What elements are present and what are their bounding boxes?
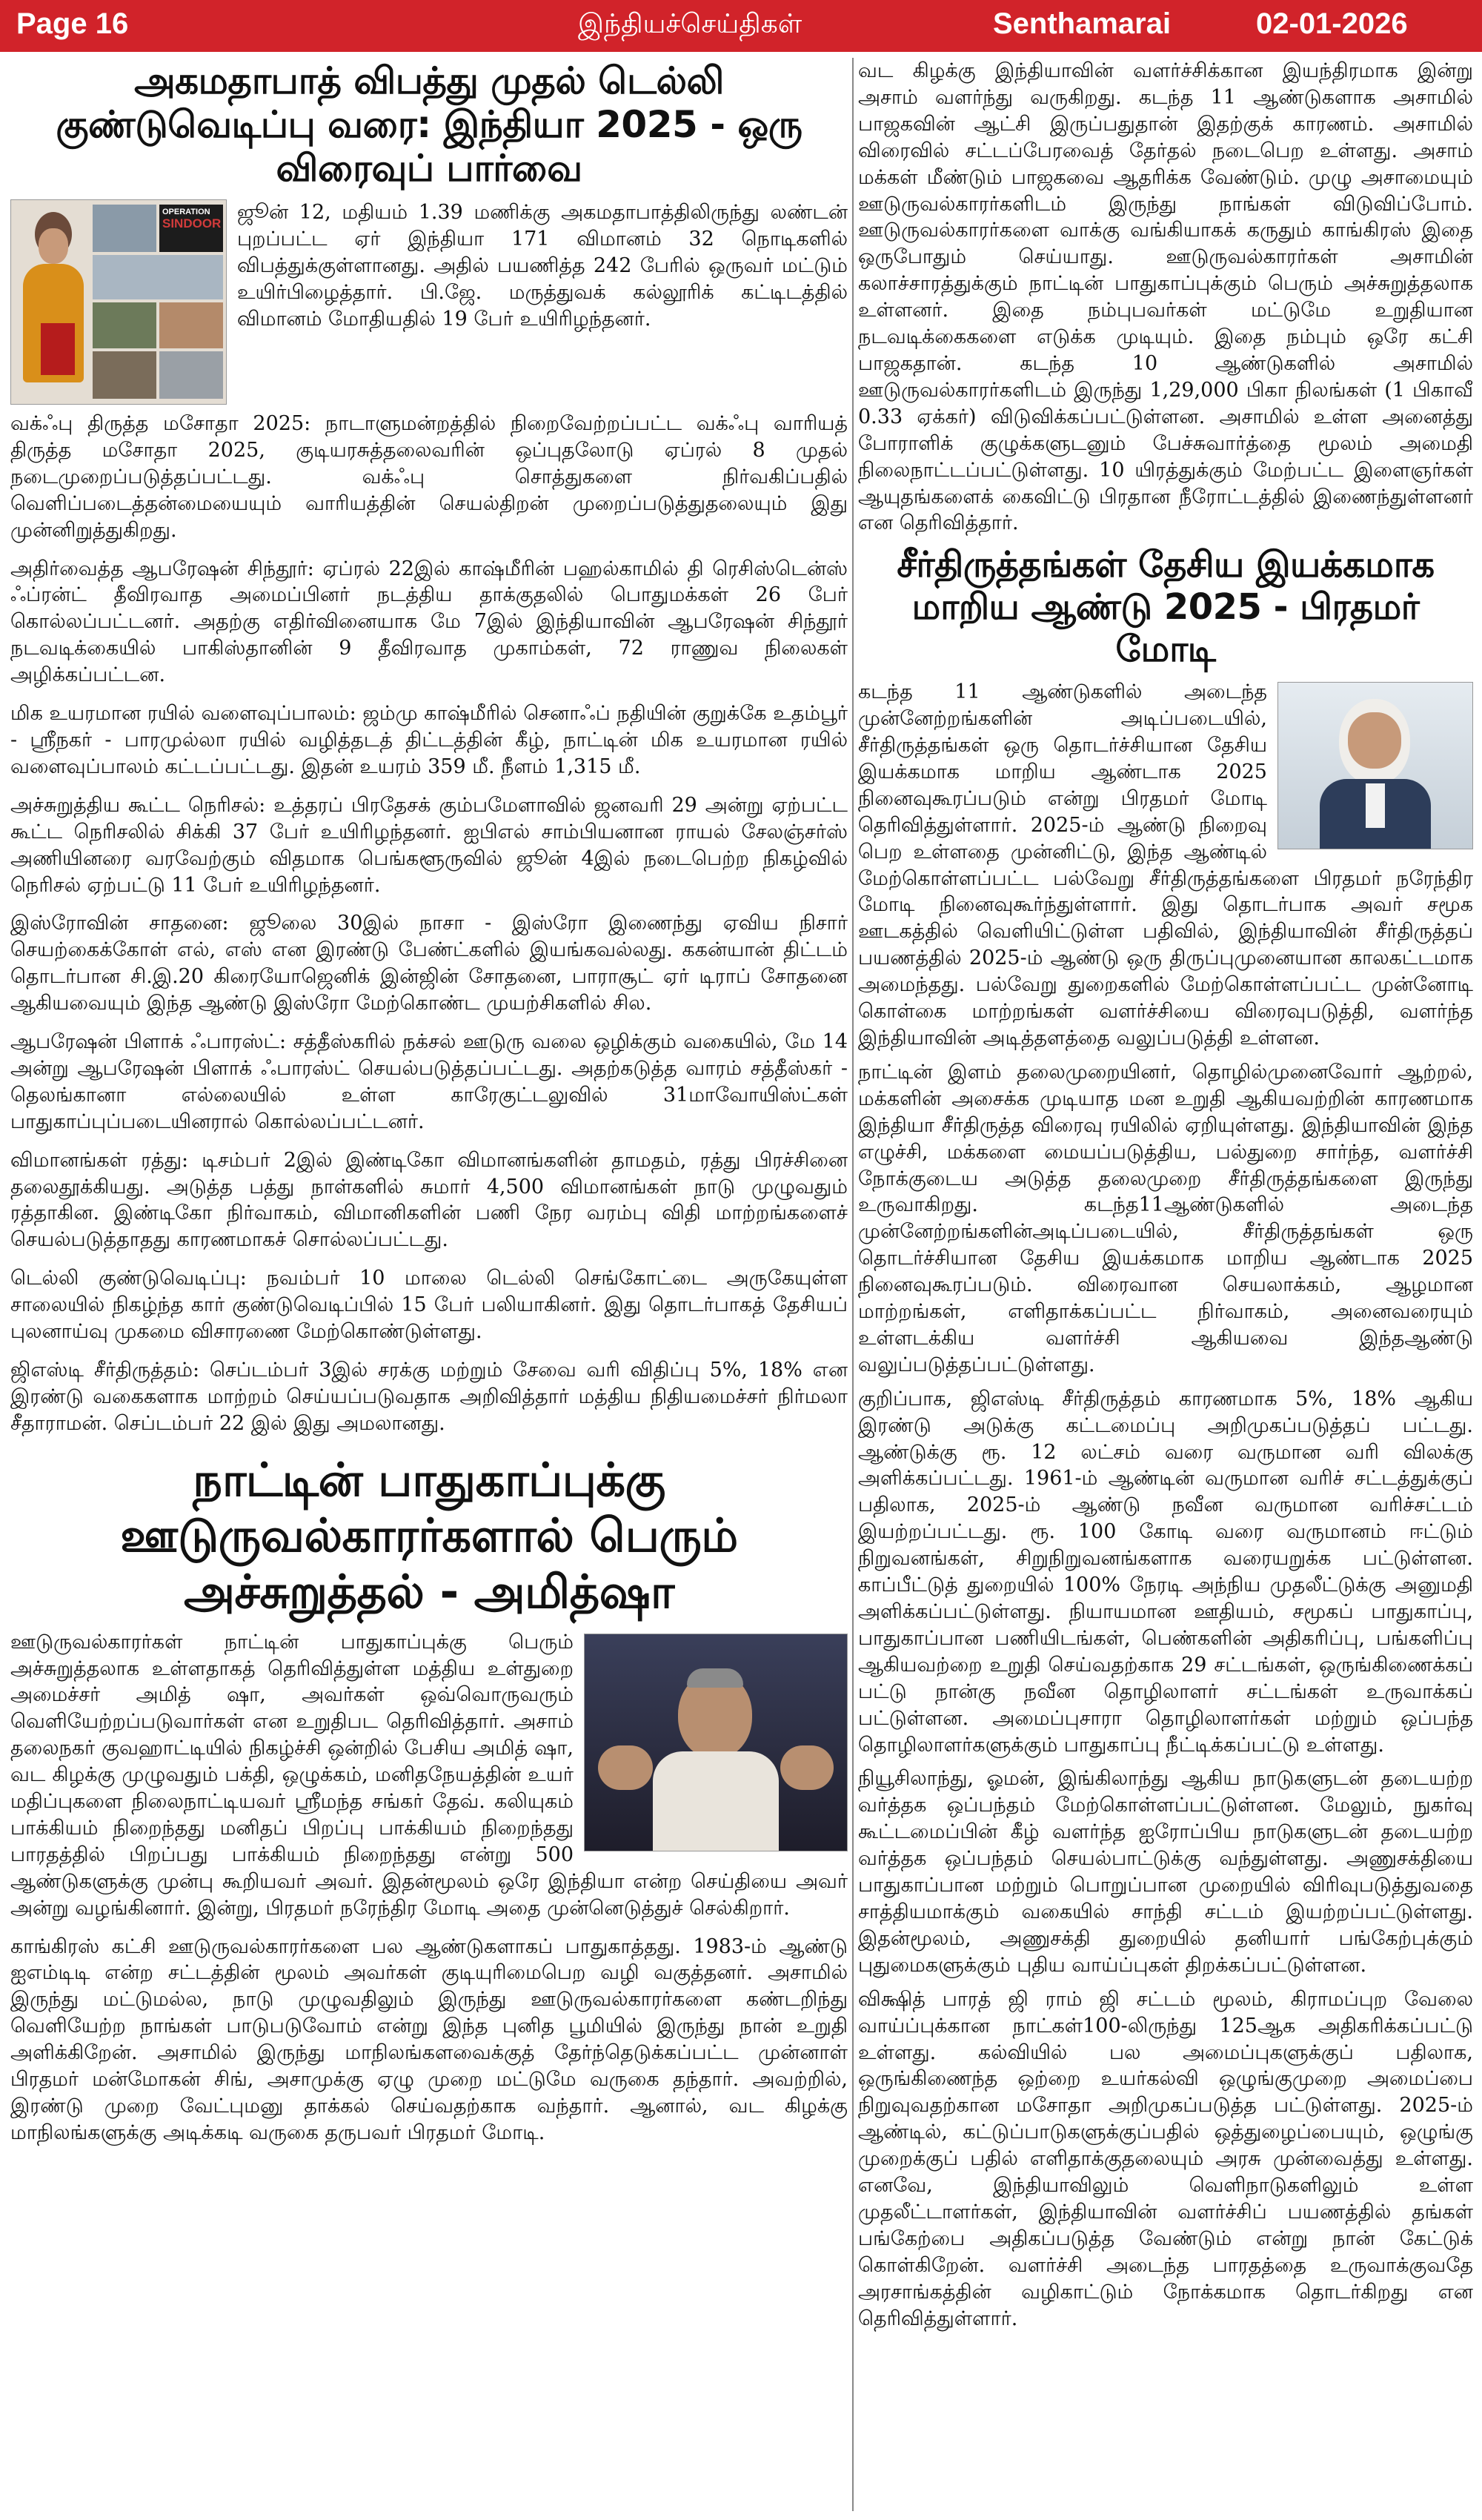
article2-paragraph: காங்கிரஸ் கட்சி ஊடுருவல்காரர்களை பல ஆண்டுகளாகப் பாதுகாத்தது. 1983-ம் ஆண்டு ஐஎம்டிடி என்ற சட்டத்தின் மூலம் அவர்கள் குடியுரிமைபெற வழி வகுத்தனர். அசாமில் இருந்து மட்டுமல்ல, நாடு முழுவதிலும் இருந்து ஊடுருவல்காரர்களை கண்டறிந்து வெளியேற்ற நாங்கள் பாடுபடுவோம் என்று இந்த புனித பூமியில் இருந்து நான் உறுதி அளிக்கிறேன். அசாமில் இருந்து மாநிலங்களவைக்குத் தேர்ந்தெடுக்கப்பட்ட முன்னாள் பிரதமர் மன்மோகன் சிங், அசாமுக்கு ஏழு முறை மட்டுமே வருகை தந்தார். அவற்றில், இரண்டு முறை வேட்புமனு தாக்கல் செய்வதற்காக வந்தார். ஆனால், வட கிழக்கு மாநிலங்களுக்கு அடிக்கடி வருகை தருபவர் பிரதமர் மோடி. — [10, 1934, 848, 2144]
page-header — [0, 0, 1482, 52]
article1-paragraph: டெல்லி குண்டுவெடிப்பு: நவம்பர் 10 மாலை டெல்லி செங்கோட்டை அருகேயுள்ள சாலையில் நிகழ்ந்த கார் குண்டுவெடிப்பில் 15 பேர் பலியாகினர். இது தொடர்பாகத் தேசியப் புலனாய்வு முகமை விசாரணை மேற்கொண்டுள்ளது. — [10, 1267, 848, 1344]
article3-paragraph: நாட்டின் இளம் தலைமுறையினர், தொழில்முனைவோர் ஆற்றல், மக்களின் அசைக்க முடியாத மன உறுதி ஆகியவற்றின் காரணமாக இந்தியா சீர்திருத்த விரைவு ரயிலில் ஏறியுள்ளது. இந்தியாவின் இந்த எழுச்சி, மக்களை மையப்படுத்திய, பல்துறை சார்ந்த, வளர்ச்சி நோக்குடைய அடுத்த தலைமுறை சீர்திருத்தங்களை இருந்து உருவாகிறது. கடந்த11ஆண்டுகளில் அடைந்த முன்னேற்றங்களின்அடிப்படையில், சீர்திருத்தங்கள் ஒரு தொடர்ச்சியான தேசிய இயக்கமாக மாறிய ஆண்டாக 2025 நினைவுகூரப்படும். விரைவான செயலாக்கம், ஆழமான மாற்றங்கள், எளிதாக்கப்பட்ட நிர்வாகம், அனைவரையும் உள்ளடக்கிய வளர்ச்சி ஆகியவை இந்தஆண்டு வலுப்படுத்தப்பட்டுள்ளது. — [858, 1060, 1473, 1376]
article3-paragraph: குறிப்பாக, ஜிஎஸ்டி சீர்திருத்தம் காரணமாக 5%, 18% ஆகிய இரண்டு அடுக்கு கட்டமைப்பு அறிமுகப்படுத்தப் பட்டது. ஆண்டுக்கு ரூ. 12 லட்சம் வரை வருமான வரி விலக்கு அளிக்கப்பட்டது. 1961-ம் ஆண்டின் வருமான வரிச் சட்டத்துக்குப் பதிலாக, 2025-ம் ஆண்டு நவீன வருமான வரிச்சட்டம் இயற்றப்பட்டது. ரூ. 100 கோடி வரை வருமானம் ஈட்டும் நிறுவனங்கள், சிறுநிறுவனங்களாக வரையறுக்க பட்டுள்ளன. காப்பீட்டுத் துறையில் 100% நேரடி அந்நிய முதலீட்டுக்கு அனுமதி அளிக்கப்பட்டுள்ளது. நியாயமான ஊதியம், சமூகப் பாதுகாப்பு, பாதுகாப்பான பணியிடங்கள், பெண்களின் அதிகரிப்பு, பங்களிப்பு ஆகியவற்றை உறுதி செய்வதற்காக 29 சட்டங்கள், ஒருங்கிணைக்கப் பட்டு நான்கு நவீன தொழிலாளர் சட்டங்கள் உருவாக்கப் பட்டுள்ளன. அமைப்புசாரா தொழிலாளர்கள் மற்றும் ஒப்பந்த தொழிலாளர்களுக்கும் பாதுகாப்பு நீட்டிக்கப்பட்டு உள்ளது. — [858, 1387, 1473, 1757]
article1-paragraph: அச்சுறுத்திய கூட்ட நெரிசல்: உத்தரப் பிரதேசக் கும்பமேளாவில் ஜனவரி 29 அன்று ஏற்பட்ட கூட்ட நெரிசலில் சிக்கி 37 பேர் உயிரிழந்தனர். ஐபிஎல் சாம்பியனான ராயல் சேலஞ்சர்ஸ் அணியினரை வரவேற்கும் விதமாக பெங்களூருவில் ஜூன் 4இல் நடைபெற்ற நிகழ்வில் நெரிசல் ஏற்பட்டு 11 பேர் உயிரிழந்தனர். — [10, 793, 848, 897]
left-column — [10, 58, 848, 2511]
column-divider — [852, 58, 854, 2511]
operation-badge-top: OPERATION — [162, 208, 210, 216]
page-number: Page 16 — [16, 7, 129, 40]
article1-paragraph: விமானங்கள் ரத்து: டிசம்பர் 2இல் இண்டிகோ விமானங்களின் தாமதம், ரத்து பிரச்சினை தலைதூக்கியது. அடுத்த பத்து நாள்களில் சுமார் 4,500 விமானங்கள் நாடு முழுவதும் ரத்தாகின. இண்டிகோ நிர்வாகம், விமானிகளின் பணி நேர வரம்பு விதி மாற்றங்களைச் செயல்படுத்தாதது காரணமாகச் சொல்லப்பட்டது. — [10, 1148, 848, 1252]
newspaper-brand: Senthamarai — [993, 7, 1172, 40]
article1-paragraph: மிக உயரமான ரயில் வளைவுப்பாலம்: ஜம்மு காஷ்மீரில் செனாஃப் நதியின் குறுக்கே உதம்பூர் - ஸ்ரீநகர் - பாரமுல்லா ரயில் வழித்தடத் திட்டத்தின் கீழ், நாட்டின் மிக உயரமான ரயில் வளைவுப்பாலம் கட்டப்பட்டது. இதன் உயரம் 359 மீ. நீளம் 1,315 மீ. — [10, 702, 848, 778]
amit-shah-photo — [584, 1634, 848, 1851]
right-column — [858, 58, 1473, 2511]
article3-paragraph: நியூசிலாந்து, ஓமன், இங்கிலாந்து ஆகிய நாடுகளுடன் தடையற்ற வர்த்தக ஒப்பந்தம் மேற்கொள்ளப்பட்டுள்ளன. மேலும், நுகர்வு கூட்டமைப்பின் கீழ் வளர்ந்த ஐரோப்பிய நாடுகளுடன் தடையற்ற வர்த்தக ஒப்பந்தம் செயல்பாட்டுக்கு வந்துள்ளது. அணுசக்தியை பாதுகாப்பான மற்றும் பொறுப்பான முறையில் விரிவுபடுத்துவதை சாத்தியமாக்கும் வகையில் சாந்தி சட்டம் இயற்றப்பட்டுள்ளது. இதன்மூலம், அணுசக்தி துறையில் தனியார் பங்கேற்புக்கும் புதுமைகளுக்கும் புதிய வாய்ப்புகள் திறக்கப்பட்டுள்ளன. — [858, 1767, 1473, 1977]
article1-paragraph: இஸ்ரோவின் சாதனை: ஜூலை 30இல் நாசா - இஸ்ரோ இணைந்து ஏவிய நிசார் செயற்கைக்கோள் எல், எஸ் என இரண்டு பேண்ட்களில் இயங்கவல்லது. ககன்யான் திட்டம் தொடர்பான சி.இ.20 கிரையோஜெனிக் இன்ஜின் சோதனை, பாராசூட் ஏர் டிராப் சோதனை ஆகியவையும் இந்த ஆண்டு இஸ்ரோ மேற்கொண்ட முயற்சிகளில் சில. — [10, 912, 848, 1015]
article3-paragraph: கடந்த 11 ஆண்டுகளில் அடைந்த முன்னேற்றங்களின் அடிப்படையில், சீர்திருத்தங்கள் ஒரு தொடர்ச்சியான தேசிய இயக்கமாக மாறிய ஆண்டாக 2025 நினைவுகூரப்படும் என்று பிரதமர் மோடி தெரிவித்துள்ளார். 2025-ம் ஆண்டு நிறைவு பெற உள்ளதை முன்னிட்டு, இந்த ஆண்டில் மேற்கொள்ளப்பட்ட பல்வேறு சீர்திருத்தங்களை பிரதமர் நரேந்திர மோடி நினைவுகூர்ந்துள்ளார். இது தொடர்பாக அவர் சமூக ஊடகத்தில் வெளியிட்டுள்ள பதிவில், இந்தியாவின் சீர்திருத்தப் பயணத்தில் 2025-ம் ஆண்டு ஒரு திருப்புமுனையான காலகட்டமாக அமைந்தது. பல்வேறு துறைகளில் மேற்கொள்ளப்பட்ட முன்னோடி கொள்கை மாற்றங்கள் வளர்ச்சியை விரைவுபடுத்தி, வளர்ந்த இந்தியாவின் அடித்தளத்தை வலுப்படுத்தி உள்ளன. — [858, 680, 1473, 1050]
article2-paragraph: வட கிழக்கு இந்தியாவின் வளர்ச்சிக்கான இயந்திரமாக இன்று அசாம் வளர்ந்து வருகிறது. கடந்த 11 ஆண்டுகளாக அசாமில் பாஜகவின் ஆட்சி இருப்பதுதான் இதற்குக் காரணம். அசாமில் விரைவில் சட்டப்பேரவைத் தேர்தல் நடைபெற உள்ளது. அசாம் மக்கள் மீண்டும் பாஜகவை ஆதரிக்க வேண்டும். முழு அசாமையும் ஊடுருவல்காரர்களிடம் இருந்து நாங்கள் விடுவிப்போம். ஊடுருவல்காரர்களை வாக்கு வங்கியாகக் கருதும் காங்கிரஸ் இதை ஒருபோதும் செய்யாது. ஊடுருவல்காரர்கள் அசாமின் கலாச்சாரத்துக்கும் நாட்டின் பாதுகாப்புக்கும் பெரும் அச்சுறுத்தலாக உள்ளனர். இதை நம்புபவர்கள் மட்டுமே உறுதியான நடவடிக்கைகளை எடுக்க முடியும். இதை நம்பும் ஒரே கட்சி பாஜகதான். கடந்த 10 ஆண்டுகளில் அசாமில் ஊடுருவல்காரர்களிடம் இருந்து 1,29,000 பிகா நிலங்கள் (1 பிகாவீ 0.33 ஏக்கர்) விடுவிக்கப்பட்டுள்ளன. அசாமில் உள்ள அனைத்து போராளிக் குழுக்களுடனும் பேச்சுவார்த்தை மூலம் அமைதி நிலைநாட்டப்பட்டுள்ளது. 10 யிரத்துக்கும் மேற்பட்ட இளைஞர்கள் ஆயுதங்களைக் கைவிட்டு பிரதான நீரோட்டத்தில் இணைந்துள்ளனர் என தெரிவித்தார். — [858, 59, 1473, 535]
modi-photo — [1277, 682, 1473, 849]
article1-paragraph: அதிர்வைத்த ஆபரேஷன் சிந்தூர்: ஏப்ரல் 22இல் காஷ்மீரின் பஹல்காமில் தி ரெசிஸ்டென்ஸ் ஃப்ரன்ட் தீவிரவாத அமைப்பினர் நடத்திய தாக்குதலில் பொதுமக்கள் 26 பேர் கொல்லப்பட்டனர். அதற்கு எதிர்வினையாக மே 7இல் இந்தியாவின் ஆபரேஷன் சிந்தூர் நடவடிக்கையில் பாகிஸ்தானின் 9 தீவிரவாத முகாம்கள், 72 ராணுவ நிலைகள் அழிக்கப்பட்டன. — [10, 557, 848, 687]
article2-paragraph: ஊடுருவல்காரர்கள் நாட்டின் பாதுகாப்புக்கு பெரும் அச்சுறுத்தலாக உள்ளதாகத் தெரிவித்துள்ள மத்திய உள்துறை அமைச்சர் அமித் ஷா, அவர்கள் ஒவ்வொருவரும் வெளியேற்றப்படுவார்கள் என உறுதிபட தெரிவித்தார். அசாம் தலைநகர் குவஹாட்டியில் நிகழ்ச்சி ஒன்றில் பேசிய அமித் ஷா, வட கிழக்கு முழுவதும் பக்தி, ஒழுக்கம், மனிதநேயத்தின் உயர் மதிப்புகளை நிலைநாட்டியவர் ஸ்ரீமந்த சங்கர் தேவ். கலியுகம் பாக்கியம் நிறைந்தது மனிதப் பிறப்பு பாக்கியம் நிறைந்தது பாரதத்தில் பிறப்பது பாக்கியம் நிறைந்தது என்று 500 ஆண்டுகளுக்கு முன்பு கூறியவர் அவர். இதன்மூலம் ஒரே இந்தியா என்ற செய்தியை அவர் அன்று வழங்கினார். இன்று, பிரதமர் நரேந்திர மோடி அதை முன்னெடுத்துச் செல்கிறார். — [10, 1630, 848, 1920]
article3-headline: சீர்திருத்தங்கள் தேசிய இயக்கமாக மாறிய ஆண்டு 2025 - பிரதமர் மோடி — [897, 544, 1435, 670]
article1-paragraph: ஆபரேஷன் பிளாக் ஃபாரஸ்ட்: சத்தீஸ்கரில் நக்சல் ஊடுரு வலை ஒழிக்கும் வகையில், மே 14 அன்று ஆபரேஷன் பிளாக் ஃபாரஸ்ட் செயல்படுத்தப்பட்டது. அதற்கடுத்த வாரம் சத்தீஸ்கர் - தெலங்கானா எல்லையில் உள்ள காரேகுட்டலுவில் 31மாவோயிஸ்ட்கள் பாதுகாப்புப்படையினரால் கொல்லப்பட்டனர். — [10, 1030, 848, 1133]
article1-headline: அகமதாபாத் விபத்து முதல் டெல்லி குண்டுவெடிப்பு வரை: இந்தியா 2025 - ஒரு விரைவுப் பார்வை — [56, 59, 803, 190]
section-title: இந்தியச்செய்திகள் — [578, 9, 803, 39]
article1-collage-image — [10, 199, 227, 405]
article3-paragraph: விக்ஷித் பாரத் ஜி ராம் ஜி சட்டம் மூலம், கிராமப்புற வேலை வாய்ப்புக்கான நாட்கள்100-லிருந்து 125ஆக அதிகரிக்கப்பட்டு உள்ளது. கல்வியில் பல அமைப்புகளுக்குப் பதிலாக, ஒருங்கிணைந்த ஒற்றை உயர்கல்வி ஒழுங்குமுறை அமைப்பை நிறுவுவதற்கான மசோதா அறிமுகப்படுத்த பட்டுள்ளது. 2025-ம் ஆண்டில், கட்டுப்பாடுகளுக்குப்பதில் ஒத்துழைப்பையும், ஒழுங்கு முறைக்குப் பதில் எளிதாக்குதலையும் அரசு முன்வைத்து உள்ளது. எனவே, இந்தியாவிலும் வெளிநாடுகளிலும் உள்ள முதலீட்டாளர்கள், இந்தியாவின் வளர்ச்சிப் பயணத்தில் தங்கள் பங்கேற்பை அதிகப்படுத்த வேண்டும் என்று நான் கேட்டுக் கொள்கிறேன். வளர்ச்சி அடைந்த பாரதத்தை உருவாக்குவதே அரசாங்கத்தின் வழிகாட்டும் நோக்கமாக தொடர்கிறது என தெரிவித்துள்ளார். — [858, 1987, 1473, 2330]
sindoor-badge: SINDOOR — [162, 216, 222, 231]
finance-minister-photo — [19, 212, 85, 397]
article1-paragraph: ஜூன் 12, மதியம் 1.39 மணிக்கு அகமதாபாத்திலிருந்து லண்டன் புறப்பட்ட ஏர் இந்தியா 171 விமானம் 32 நொடிகளில் விபத்துக்குள்ளானது. அதில் பயணித்த 242 பேரில் ஒருவர் மட்டும் உயிர்பிழைத்தார். பி.ஜே. மருத்துவக் கல்லூரிக் கட்டிடத்தில் விமானம் மோதியதில் 19 பேர் உயிரிழந்தனர். — [237, 201, 848, 331]
article2-headline: நாட்டின் பாதுகாப்புக்கு ஊடுருவல்காரர்களால் பெரும் அச்சுறுத்தல் - அமித்ஷா — [120, 1452, 738, 1619]
issue-date: 02-01-2026 — [1256, 7, 1408, 40]
article1-paragraph: வக்ஃபு திருத்த மசோதா 2025: நாடாளுமன்றத்தில் நிறைவேற்றப்பட்ட வக்ஃபு வாரியத் திருத்த மசோதா 2025, குடியரசுத்தலைவரின் ஒப்புதலோடு ஏப்ரல் 8 முதல் நடைமுறைப்படுத்தப்பட்டது. வக்ஃபு சொத்துகளை நிர்வகிப்பதில் வெளிப்படைத்தன்மையையும் வாரியத்தின் செயல்திறன் முறைப்படுத்துதலையும் இது முன்னிறுத்துகிறது. — [10, 412, 848, 542]
article1-paragraph: ஜிஎஸ்டி சீர்திருத்தம்: செப்டம்பர் 3இல் சரக்கு மற்றும் சேவை வரி விதிப்பு 5%, 18% என இரண்டு வகைகளாக மாற்றம் செய்யப்படுவதாக அறிவித்தார் மத்திய நிதியமைச்சர் நிர்மலா சீதாராமன். செப்டம்பர் 22 இல் இது அமலானது. — [10, 1359, 848, 1435]
